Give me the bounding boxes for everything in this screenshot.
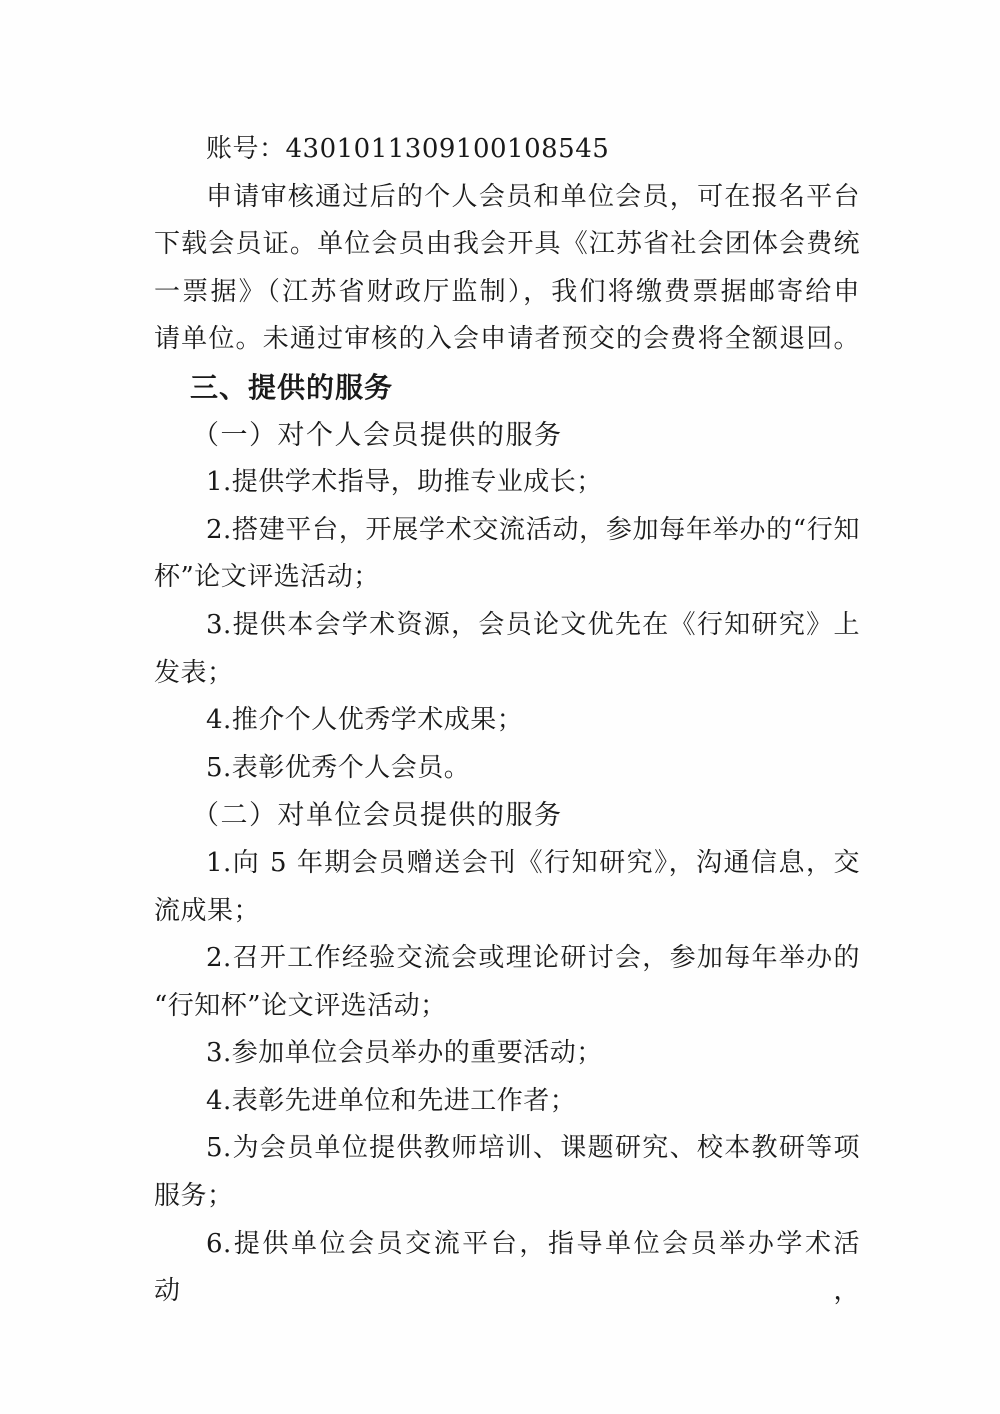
account-number-line: 账号：4301011309100108545 bbox=[206, 134, 610, 164]
list-item-line: 5.表彰优秀个人会员。 bbox=[206, 752, 471, 783]
paragraph-line: 一票据》（江苏省财政厅监制），我们将缴费票据邮寄给申 bbox=[154, 276, 860, 307]
list-item-line: 3.参加单位会员举办的重要活动； bbox=[206, 1038, 603, 1069]
list-item-continuation: 发表； bbox=[154, 657, 234, 688]
section-heading: 三、提供的服务 bbox=[190, 370, 394, 404]
list-item-line: 2.召开工作经验交流会或理论研讨会，参加每年举办的 bbox=[206, 943, 860, 974]
list-item-line: 6.提供单位会员交流平台，指导单位会员举办学术活动， bbox=[154, 1228, 860, 1307]
list-item-line: 2.搭建平台，开展学术交流活动，参加每年举办的“行知 bbox=[206, 514, 860, 545]
paragraph-line: 下载会员证。单位会员由我会开具《江苏省社会团体会费统 bbox=[154, 229, 860, 260]
paragraph-line: 申请审核通过后的个人会员和单位会员，可在报名平台 bbox=[206, 181, 860, 212]
document-body bbox=[154, 126, 860, 1307]
list-item-continuation: 流成果； bbox=[154, 895, 261, 926]
list-item-line: 3.提供本会学术资源，会员论文优先在《行知研究》上 bbox=[206, 609, 860, 640]
list-item-continuation: 服务； bbox=[154, 1181, 234, 1212]
list-item-line: 5.为会员单位提供教师培训、课题研究、校本教研等项 bbox=[206, 1133, 860, 1164]
list-item-continuation: 杯”论文评选活动； bbox=[154, 562, 380, 593]
list-item-continuation: “行知杯”论文评选活动； bbox=[154, 990, 447, 1021]
list-item-line: 4.推介个人优秀学术成果； bbox=[206, 705, 524, 736]
list-item-line: 1.向 5 年期会员赠送会刊《行知研究》，沟通信息，交 bbox=[206, 847, 860, 878]
paragraph-line: 请单位。未通过审核的入会申请者预交的会费将全额退回。 bbox=[154, 324, 860, 355]
list-item-line: 4.表彰先进单位和先进工作者； bbox=[206, 1085, 577, 1116]
subsection-heading: （一）对个人会员提供的服务 bbox=[192, 419, 563, 451]
subsection-heading: （二）对单位会员提供的服务 bbox=[192, 800, 563, 832]
list-item-line: 1.提供学术指导，助推专业成长； bbox=[206, 467, 603, 498]
